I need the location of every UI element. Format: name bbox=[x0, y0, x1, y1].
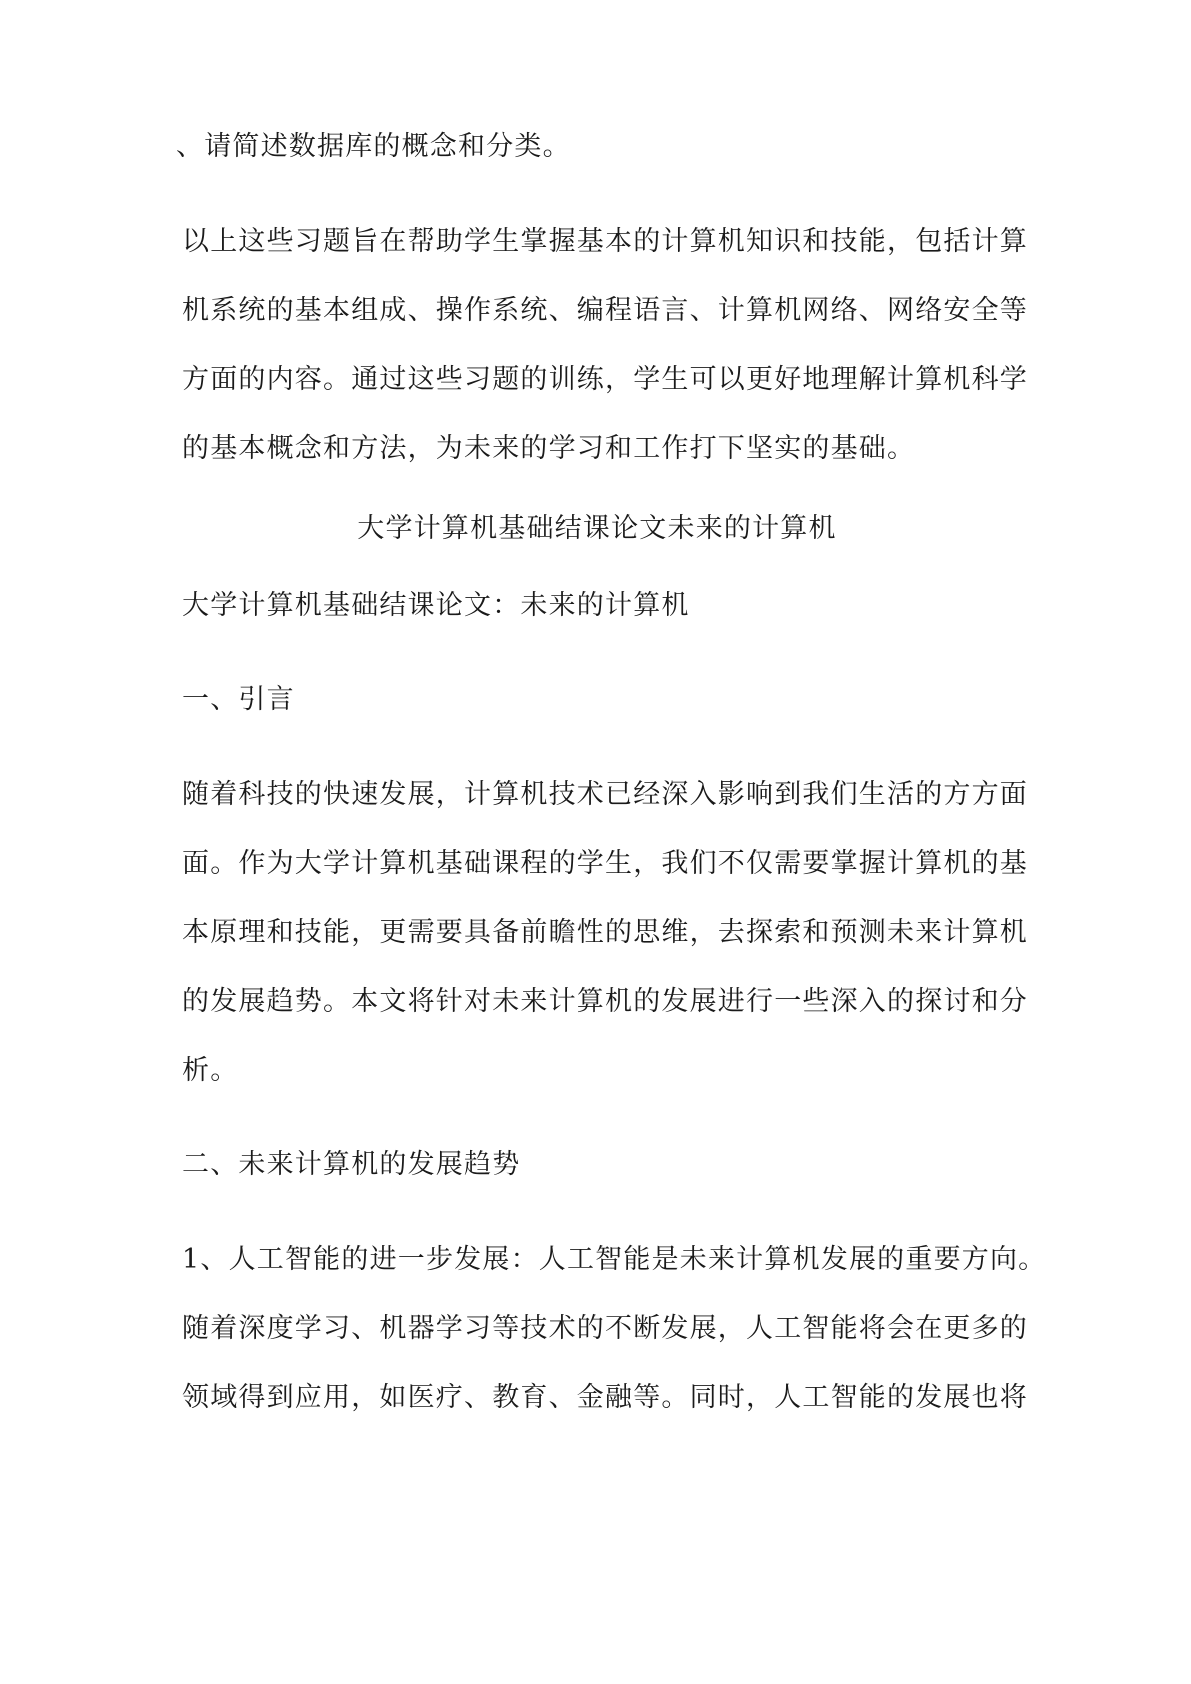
ai-line-1: 1、人工智能的进一步发展：人工智能是未来计算机发展的重要方向。 bbox=[182, 1244, 1047, 1275]
intro-line-5: 析。 bbox=[182, 1055, 239, 1086]
ai-line-2: 随着深度学习、机器学习等技术的不断发展，人工智能将会在更多的 bbox=[182, 1313, 1028, 1344]
summary-line-4: 的基本概念和方法，为未来的学习和工作打下坚实的基础。 bbox=[182, 433, 916, 464]
summary-line-3: 方面的内容。通过这些习题的训练，学生可以更好地理解计算机科学 bbox=[182, 364, 1028, 395]
intro-line-2: 面。作为大学计算机基础课程的学生，我们不仅需要掌握计算机的基 bbox=[182, 848, 1028, 879]
intro-line-4: 的发展趋势。本文将针对未来计算机的发展进行一些深入的探讨和分 bbox=[182, 986, 1028, 1017]
summary-line-1: 以上这些习题旨在帮助学生掌握基本的计算机知识和技能，包括计算 bbox=[182, 226, 1028, 257]
centered-title: 大学计算机基础结课论文未来的计算机 bbox=[357, 513, 837, 544]
section2-heading: 二、未来计算机的发展趋势 bbox=[182, 1149, 521, 1180]
ai-line-3: 领域得到应用，如医疗、教育、金融等。同时，人工智能的发展也将 bbox=[182, 1382, 1028, 1413]
section1-heading: 一、引言 bbox=[182, 684, 295, 715]
paper-title: 大学计算机基础结课论文：未来的计算机 bbox=[182, 590, 690, 621]
intro-line-1: 随着科技的快速发展，计算机技术已经深入影响到我们生活的方方面 bbox=[182, 779, 1028, 810]
summary-line-2: 机系统的基本组成、操作系统、编程语言、计算机网络、网络安全等 bbox=[182, 295, 1028, 326]
question-line: 、请简述数据库的概念和分类。 bbox=[176, 131, 571, 162]
intro-line-3: 本原理和技能，更需要具备前瞻性的思维，去探索和预测未来计算机 bbox=[182, 917, 1028, 948]
